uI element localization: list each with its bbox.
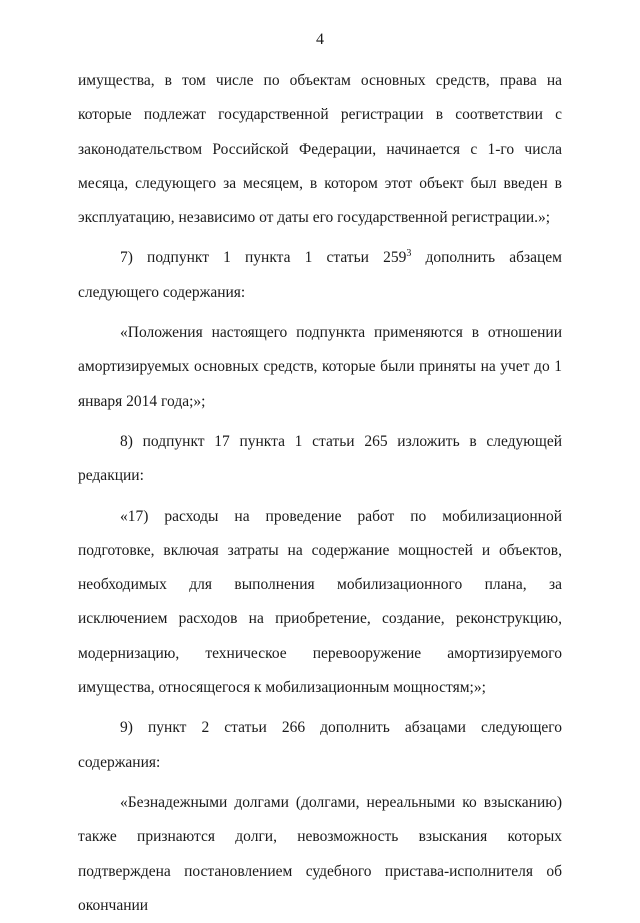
paragraph-quote-bad-debts: «Безнадежными долгами (долгами, нереальными ко взысканию) также признаются долги, невозможность взыскания которых подтверждена постановлением судебного пристава-исполнителя об окончании xyxy=(78,793,562,914)
page-number: 4 xyxy=(316,31,324,48)
paragraph-item-9: 9) пункт 2 статьи 266 дополнить абзацами следующего содержания: xyxy=(78,719,562,771)
paragraph-quote-17: «17) расходы на проведение работ по мобилизационной подготовке, включая затраты на содержание мощностей и объектов, необходимых для выполнения мобилизационного плана, за исключением расходов на приобретение, создание, реконструкцию, модернизацию, техническое перевооружение амортизируемого имущества, относящегося к мобилизационным мощностям;»; xyxy=(78,507,562,697)
article-superscript: 3 xyxy=(406,248,412,260)
paragraph-quote-provisions: «Положения настоящего подпункта применяются в отношении амортизируемых основных средств, которые были приняты на учет до 1 января 2014 года;»; xyxy=(78,324,562,410)
paragraph-continuation: имущества, в том числе по объектам основных средств, права на которые подлежат государственной регистрации в соответствии с законодательством Российской Федерации, начинается с 1-го числа месяца, следующего за месяцем, в котором этот объект был введен в эксплуатацию, независимо от даты его государственной регистрации.»; xyxy=(78,72,562,227)
paragraph-item-7-start: 7) подпункт 1 пункта 1 статьи 259 xyxy=(120,249,407,267)
paragraph-item-8: 8) подпункт 17 пункта 1 статьи 265 изложить в следующей редакции: xyxy=(78,432,562,485)
paragraph-item-7-end: дополнить абзацем следующего содержания: xyxy=(78,249,562,301)
document-body xyxy=(78,64,562,923)
paragraph-item-7 xyxy=(78,241,562,310)
